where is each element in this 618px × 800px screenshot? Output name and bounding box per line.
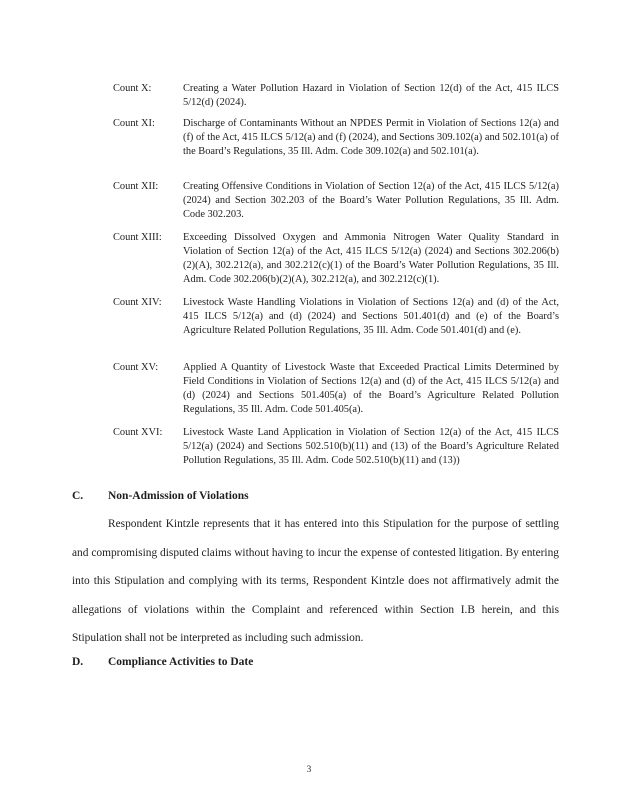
- section-c-heading: [72, 490, 249, 502]
- count-description: Creating Offensive Conditions in Violation of Section 12(a) of the Act, 415 ILCS 5/12(a) (2024) and Section 302.203 of the Board’s Water Pollution Regulations, 35 Ill. Adm. Code 302.203.: [183, 181, 559, 220]
- count-label: Count XVI:: [113, 427, 163, 438]
- count-description: Discharge of Contaminants Without an NPDES Permit in Violation of Sections 12(a) and (f) of the Act, 415 ILCS 5/12(a) and (f) (2024), and Sections 309.102(a) and 502.101(a) of the Board’s Regulations, 35 Ill. Adm. Code 309.102(a) and 502.101(a).: [183, 118, 559, 157]
- page-number: 3: [306, 764, 312, 774]
- count-label: Count XII:: [113, 181, 159, 192]
- count-description: Exceeding Dissolved Oxygen and Ammonia Nitrogen Water Quality Standard in Violation of Section 12(a) of the Act, 415 ILCS 5/12(a) (2024) and Sections 302.206(b)(2)(A), 302.212(a), and 302.212(c)(1) of the Board’s Water Pollution Regulations, 35 Ill. Adm. Code 302.206(b)(2)(A), 302.212(a), and 302.212(c)(1).: [183, 232, 559, 285]
- count-description: Creating a Water Pollution Hazard in Violation of Section 12(d) of the Act, 415 ILCS 5/12(d) (2024).: [183, 83, 559, 108]
- section-letter: D.: [72, 656, 84, 668]
- count-label: Count XI:: [113, 118, 155, 129]
- count-description: Applied A Quantity of Livestock Waste that Exceeded Practical Limits Determined by Field Conditions in Violation of Sections 12(a) and (d) of the Act, 415 ILCS 5/12(a) and (d) (2024) and Sections 501.405(a) of the Board’s Agriculture Related Pollution Regulations, 35 Ill. Adm. Code 501.405(a).: [183, 362, 559, 415]
- count-label: Count X:: [113, 83, 152, 94]
- section-c-paragraph: Respondent Kintzle represents that it has entered into this Stipulation for the purpose of settling and compromising disputed claims without having to incur the expense of contested litigation. By entering into this Stipulation and complying with its terms, Respondent Kintzle does not affirmatively admit the allegations of violations within the Complaint and referenced within Section I.B herein, and this Stipulation shall not be interpreted as including such admission.: [72, 518, 559, 645]
- count-description: Livestock Waste Handling Violations in Violation of Sections 12(a) and (d) of the Act, 415 ILCS 5/12(a) and (d) (2024) and Sections 501.401(d) and (e) of the Board’s Agriculture Related Pollution Regulations, 35 Ill. Adm. Code 501.401(d) and (e).: [183, 297, 559, 336]
- count-description: Livestock Waste Land Application in Violation of Section 12(a) of the Act, 415 ILCS 5/12(a) (2024) and Sections 502.510(b)(11) and (13) of the Board’s Agriculture Related Pollution Regulations, 35 Ill. Adm. Code 502.510(b)(11) and (13)): [183, 427, 559, 466]
- count-label: Count XIV:: [113, 297, 162, 308]
- section-letter: C.: [72, 490, 84, 502]
- count-label: Count XV:: [113, 362, 159, 373]
- count-label: Count XIII:: [113, 232, 162, 243]
- section-d-heading: [72, 656, 253, 668]
- section-title: Compliance Activities to Date: [108, 656, 254, 668]
- section-title: Non-Admission of Violations: [108, 490, 249, 502]
